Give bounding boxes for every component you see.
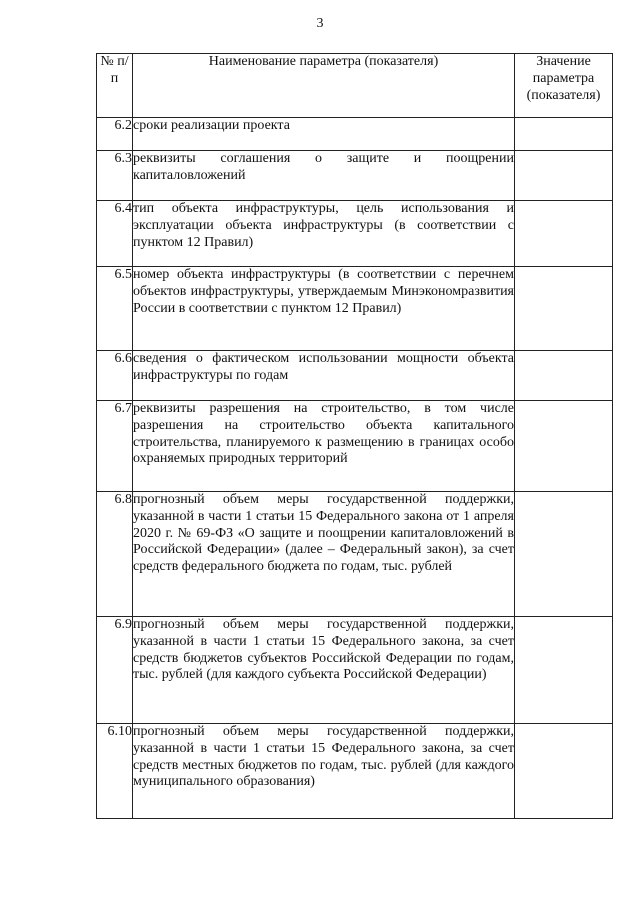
row-text: реквизиты соглашения о защите и поощрении капиталовложений [133, 151, 515, 201]
row-text: тип объекта инфраструктуры, цель использования и эксплуатации объекта инфраструктуры (в соответствии с пунктом 12 Правил) [133, 201, 515, 267]
table-row [97, 724, 613, 819]
row-value [515, 351, 613, 401]
table-row [97, 151, 613, 201]
row-num: 6.4 [97, 201, 133, 267]
row-num: 6.3 [97, 151, 133, 201]
header-name: Наименование параметра (показателя) [133, 54, 515, 118]
row-value [515, 617, 613, 724]
row-num: 6.10 [97, 724, 133, 819]
row-num: 6.8 [97, 492, 133, 617]
table-row [97, 351, 613, 401]
row-num: 6.2 [97, 118, 133, 151]
row-text: номер объекта инфраструктуры (в соответствии с перечнем объектов инфраструктуры, утверждаемым Минэкономразвития России в соответствии с пунктом 12 Правил) [133, 267, 515, 351]
row-value [515, 492, 613, 617]
table-header-row [97, 54, 613, 118]
header-value: Значение параметра (показателя) [515, 54, 613, 118]
row-value [515, 201, 613, 267]
row-text: прогнозный объем меры государственной поддержки, указанной в части 1 статьи 15 Федерального закона, за счет средств бюджетов субъектов Российской Федерации по годам, тыс. рублей (для каждого субъекта Российской Федерации) [133, 617, 515, 724]
row-num: 6.7 [97, 401, 133, 492]
table-row [97, 492, 613, 617]
row-value [515, 151, 613, 201]
row-value [515, 401, 613, 492]
row-text: прогнозный объем меры государственной поддержки, указанной в части 1 статьи 15 Федерального закона, за счет средств местных бюджетов по годам, тыс. рублей (для каждого муниципального образования) [133, 724, 515, 819]
table-row [97, 267, 613, 351]
row-text: сроки реализации проекта [133, 118, 515, 151]
row-num: 6.6 [97, 351, 133, 401]
table-row [97, 617, 613, 724]
parameters-table [96, 53, 613, 819]
row-value [515, 118, 613, 151]
table-row [97, 118, 613, 151]
table-row [97, 201, 613, 267]
row-value [515, 267, 613, 351]
header-num: № п/п [97, 54, 133, 118]
row-num: 6.5 [97, 267, 133, 351]
row-text: реквизиты разрешения на строительство, в том числе разрешения на строительство объекта капитального строительства, планируемого к размещению в границах особо охраняемых природных территорий [133, 401, 515, 492]
row-num: 6.9 [97, 617, 133, 724]
row-text: прогнозный объем меры государственной поддержки, указанной в части 1 статьи 15 Федерального закона от 1 апреля 2020 г. № 69-ФЗ «О защите и поощрении капиталовложений в Российской Федерации» (далее – Федеральный закон), за счет средств федерального бюджета по годам, тыс. рублей [133, 492, 515, 617]
table-row [97, 401, 613, 492]
row-text: сведения о фактическом использовании мощности объекта инфраструктуры по годам [133, 351, 515, 401]
page-number: 3 [316, 16, 324, 31]
row-value [515, 724, 613, 819]
